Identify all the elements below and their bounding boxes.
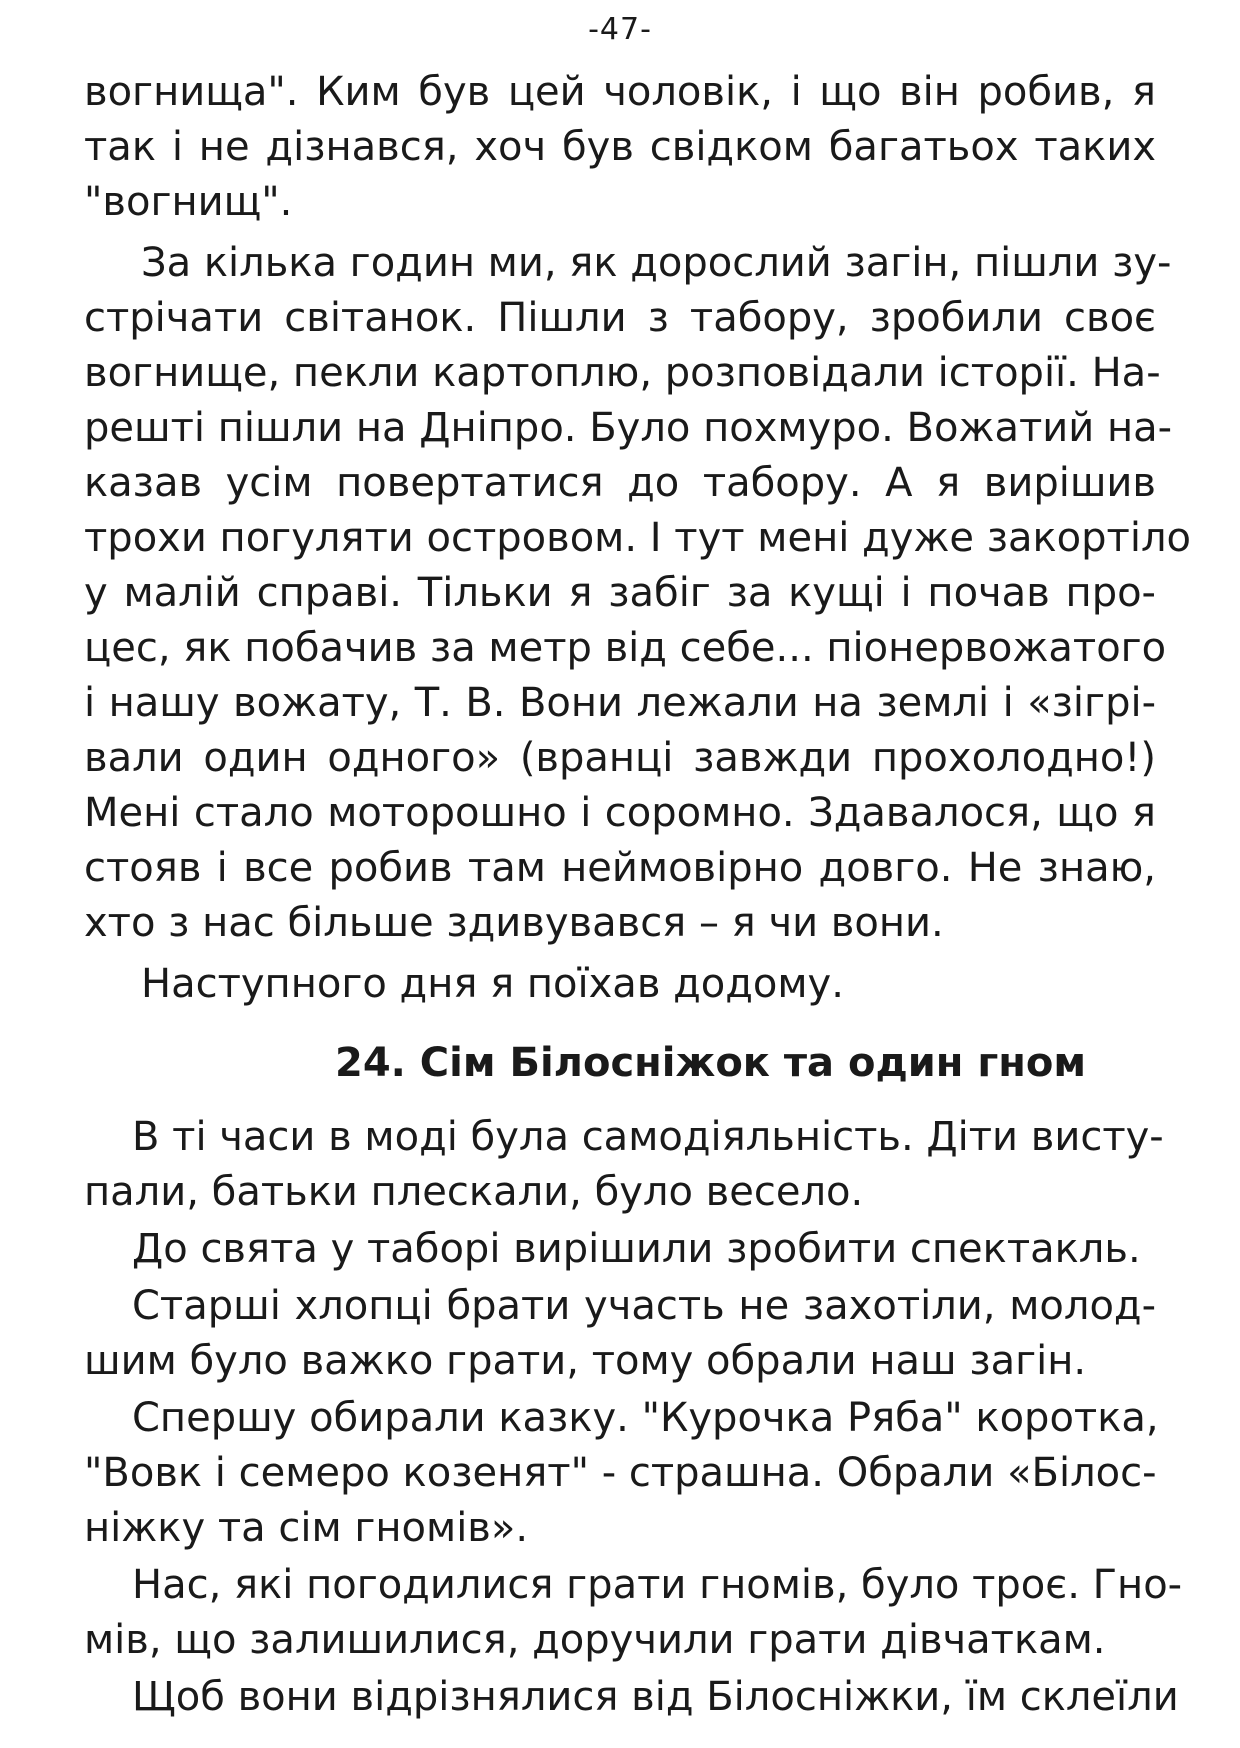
- text-line: Мені стало моторошно і соромно. Здавалося, що я: [84, 790, 1156, 836]
- text-line: "вогнищ".: [84, 179, 293, 225]
- text-line: Спершу обирали казку. "Курочка Ряба" коротка,: [132, 1395, 1159, 1441]
- text-line: так і не дізнався, хоч був свідком багатьох таких: [84, 124, 1156, 170]
- text-line: пали, батьки плескали, було весело.: [84, 1169, 864, 1215]
- text-line: шим було важко грати, тому обрали наш загін.: [84, 1338, 1087, 1384]
- text-line: вогнище, пекли картоплю, розповідали історії. На-: [84, 350, 1161, 396]
- text-line: Наступного дня я поїхав додому.: [141, 961, 844, 1007]
- text-line: До свята у таборі вирішили зробити спектакль.: [132, 1226, 1141, 1272]
- text-line: В ті часи в моді була самодіяльність. Діти висту-: [132, 1114, 1164, 1160]
- text-line: Нас, які погодилися грати гномів, було троє. Гно-: [132, 1562, 1183, 1608]
- text-line: казав усім повертатися до табору. А я вирішив: [84, 460, 1156, 506]
- text-line: За кілька годин ми, як дорослий загін, пішли зу-: [141, 240, 1172, 286]
- chapter-heading: 24. Сім Білосніжок та один гном: [335, 1040, 1087, 1086]
- page-number: -47-: [588, 12, 652, 47]
- text-line: стояв і все робив там неймовірно довго. Не знаю,: [84, 845, 1156, 891]
- text-line: хто з нас більше здивувався – я чи вони.: [84, 900, 944, 946]
- text-line: і нашу вожату, Т. В. Вони лежали на землі і «зігрі-: [84, 680, 1156, 726]
- text-line: решті пішли на Дніпро. Було похмуро. Вожатий на-: [84, 405, 1173, 451]
- text-line: цес, як побачив за метр від себе... піонервожатого: [84, 625, 1167, 671]
- text-line: мів, що залишилися, доручили грати дівчаткам.: [84, 1617, 1106, 1663]
- text-line: стрічати світанок. Пішли з табору, зробили своє: [84, 295, 1156, 341]
- text-line: ніжку та сім гномів».: [84, 1505, 529, 1551]
- text-line: трохи погуляти островом. І тут мені дуже закортіло: [84, 515, 1191, 561]
- text-line: вали один одного» (вранці завжди прохолодно!): [84, 735, 1156, 781]
- text-line: у малій справі. Тільки я забіг за кущі і почав про-: [84, 570, 1156, 616]
- text-line: "Вовк і семеро козенят" - страшна. Обрали «Білос-: [84, 1450, 1157, 1496]
- text-line: Щоб вони відрізнялися від Білосніжки, їм склеїли: [132, 1674, 1179, 1720]
- text-line: вогнища". Ким був цей чоловік, і що він робив, я: [84, 69, 1156, 115]
- text-line: Старші хлопці брати участь не захотіли, молод-: [132, 1283, 1156, 1329]
